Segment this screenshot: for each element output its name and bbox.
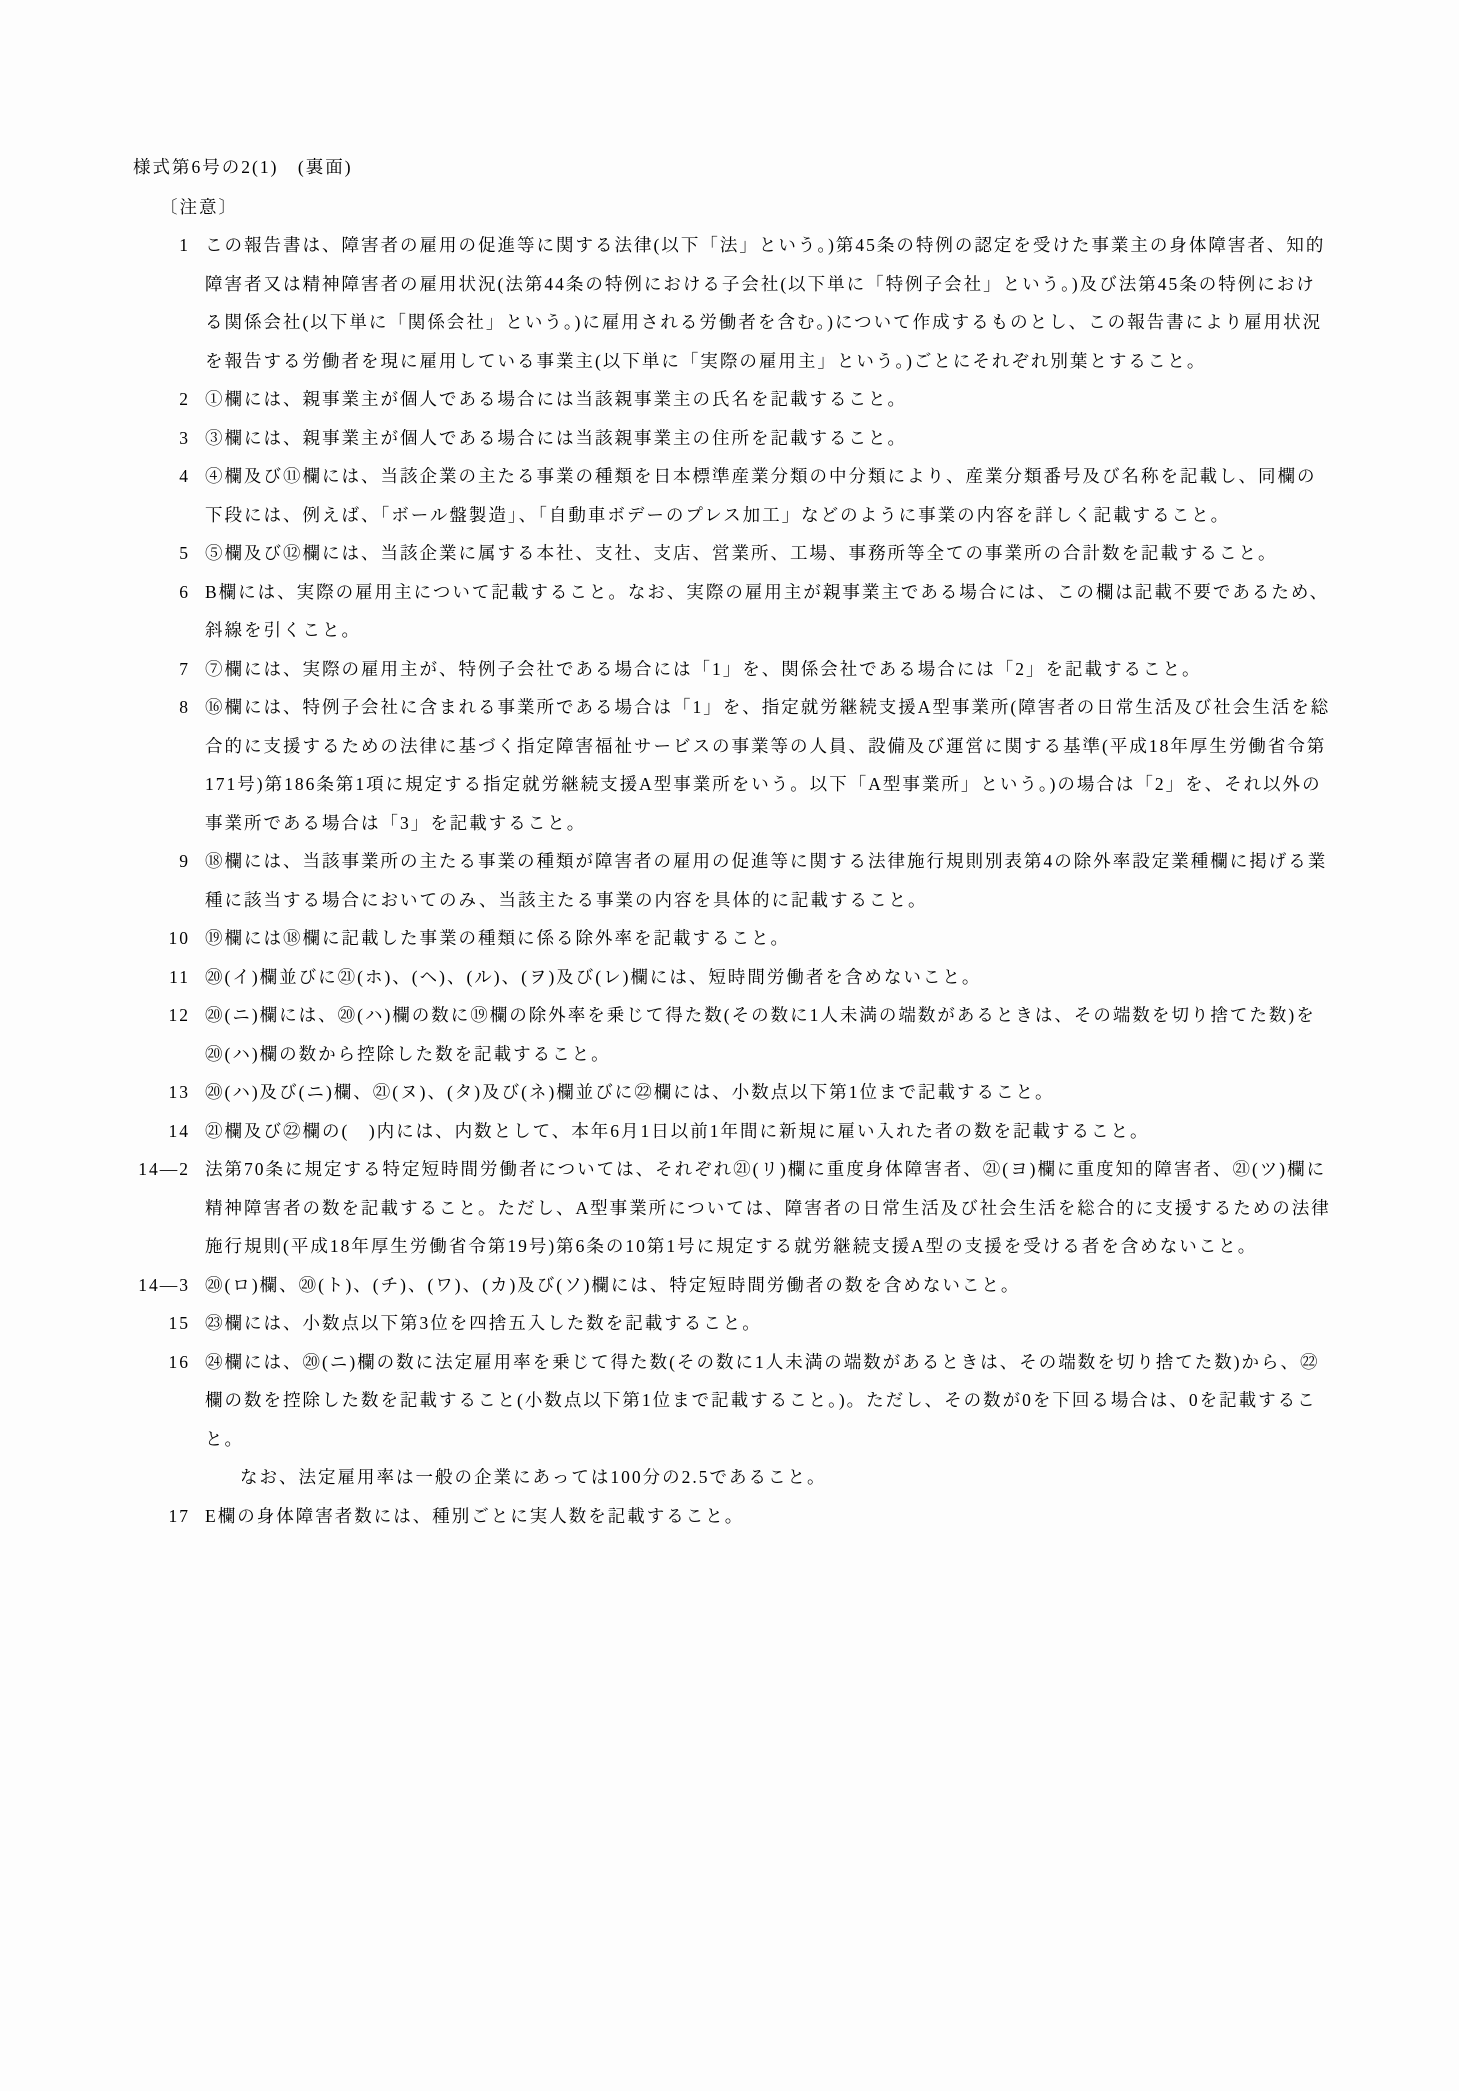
note-number: 16 bbox=[168, 1351, 190, 1372]
note-number: 4 bbox=[179, 466, 190, 486]
note-body bbox=[205, 996, 1333, 1073]
note-subnote: なお、法定雇用率は一般の企業にあっては100分の2.5であること。 bbox=[240, 1467, 827, 1487]
note-text: ⑳(ロ)欄、⑳(ト)、(チ)、(ワ)、(カ)及び(ソ)欄には、特定短時間労働者の数を含めないこと。 bbox=[205, 1274, 1021, 1295]
note-item bbox=[133, 419, 1333, 458]
note-number: 14—3 bbox=[138, 1274, 190, 1295]
note-body bbox=[205, 1266, 1333, 1305]
note-text: 法第70条に規定する特定短時間労働者については、それぞれ㉑(リ)欄に重度身体障害者、㉑(ヨ)欄に重度知的障害者、㉑(ツ)欄に精神障害者の数を記載すること。ただし、A型事業所については、障害者の日常生活及び社会生活を総合的に支援するための法律施行規則(平成18年厚生労働省令第19号)第6条の10第1号に規定する就労継続支援A型の支援を受ける者を含めないこと。 bbox=[205, 1159, 1331, 1256]
note-number: 11 bbox=[169, 966, 190, 987]
note-body bbox=[205, 419, 1333, 458]
note-body bbox=[205, 688, 1333, 842]
note-body bbox=[205, 1304, 1333, 1343]
note-number: 14 bbox=[168, 1120, 190, 1141]
note-body bbox=[205, 380, 1333, 419]
note-body bbox=[205, 650, 1333, 689]
note-number: 3 bbox=[179, 427, 190, 448]
note-text: ⑲欄には⑱欄に記載した事業の種類に係る除外率を記載すること。 bbox=[205, 928, 790, 948]
note-text: ⑳(イ)欄並びに㉑(ホ)、(ヘ)、(ル)、(ヲ)及び(レ)欄には、短時間労働者を含めないこと。 bbox=[205, 966, 982, 987]
note-text: この報告書は、障害者の雇用の促進等に関する法律(以下「法」という。)第45条の特例の認定を受けた事業主の身体障害者、知的障害者又は精神障害者の雇用状況(法第44条の特例における子会社(以下単に「特例子会社」という。)及び法第45条の特例における関係会社(以下単に「関係会社」という。)に雇用される労働者を含む。)について作成するものとし、この報告書により雇用状況を報告する労働者を現に雇用している事業主(以下単に「実際の雇用主」という。)ごとにそれぞれ別葉とすること。 bbox=[205, 235, 1326, 371]
note-number: 17 bbox=[168, 1505, 190, 1526]
note-item bbox=[133, 573, 1333, 650]
note-body bbox=[205, 1112, 1333, 1151]
note-number: 8 bbox=[179, 697, 190, 717]
note-number: 1 bbox=[179, 235, 190, 255]
note-text: ③欄には、親事業主が個人である場合には当該親事業主の住所を記載すること。 bbox=[205, 427, 907, 448]
note-body bbox=[205, 226, 1333, 380]
note-number: 10 bbox=[168, 928, 190, 948]
note-item bbox=[133, 1343, 1333, 1497]
note-item bbox=[133, 1266, 1333, 1305]
note-text: ⑳(ニ)欄には、⑳(ハ)欄の数に⑲欄の除外率を乗じて得た数(その数に1人未満の端数があるときは、その端数を切り捨てた数)を⑳(ハ)欄の数から控除した数を記載すること。 bbox=[205, 1005, 1316, 1064]
note-number: 9 bbox=[179, 851, 190, 871]
note-item bbox=[133, 226, 1333, 380]
note-text: B欄には、実際の雇用主について記載すること。なお、実際の雇用主が親事業主である場合には、この欄は記載不要であるため、斜線を引くこと。 bbox=[205, 581, 1330, 640]
note-item bbox=[133, 1497, 1333, 1536]
note-body bbox=[205, 958, 1333, 997]
note-text: ㉑欄及び㉒欄の( )内には、内数として、本年6月1日以前1年間に新規に雇い入れた者の数を記載すること。 bbox=[205, 1120, 1150, 1141]
note-text: ⑦欄には、実際の雇用主が、特例子会社である場合には「1」を、関係会社である場合には「2」を記載すること。 bbox=[205, 658, 1202, 679]
note-text: ㉔欄には、⑳(ニ)欄の数に法定雇用率を乗じて得た数(その数に1人未満の端数があるときは、その端数を切り捨てた数)から、㉒欄の数を控除した数を記載すること(小数点以下第1位まで記載すること。)。ただし、その数が0を下回る場合は、0を記載すること。 bbox=[205, 1351, 1320, 1449]
note-body bbox=[205, 1343, 1333, 1497]
note-text: ①欄には、親事業主が個人である場合には当該親事業主の氏名を記載すること。 bbox=[205, 389, 907, 409]
note-body bbox=[205, 1073, 1333, 1112]
note-item bbox=[133, 688, 1333, 842]
note-item bbox=[133, 1073, 1333, 1112]
note-text: ⑯欄には、特例子会社に含まれる事業所である場合は「1」を、指定就労継続支援A型事業所(障害者の日常生活及び社会生活を総合的に支援するための法律に基づく指定障害福祉サービスの事業等の人員、設備及び運営に関する基準(平成18年厚生労働省令第171号)第186条第1項に規定する指定就労継続支援A型事業所をいう。以下「A型事業所」という。)の場合は「2」を、それ以外の事業所である場合は「3」を記載すること。 bbox=[205, 697, 1331, 833]
note-text: ㉓欄には、小数点以下第3位を四捨五入した数を記載すること。 bbox=[205, 1313, 762, 1333]
note-item bbox=[133, 650, 1333, 689]
note-body bbox=[205, 842, 1333, 919]
note-item bbox=[133, 958, 1333, 997]
note-number: 12 bbox=[168, 1005, 190, 1025]
note-body bbox=[205, 457, 1333, 534]
note-body bbox=[205, 919, 1333, 958]
note-item bbox=[133, 1112, 1333, 1151]
note-number: 6 bbox=[179, 581, 190, 602]
note-text: ⑳(ハ)及び(ニ)欄、㉑(ヌ)、(タ)及び(ネ)欄並びに㉒欄には、小数点以下第1位まで記載すること。 bbox=[205, 1082, 1055, 1102]
note-item bbox=[133, 380, 1333, 419]
note-item bbox=[133, 996, 1333, 1073]
note-item bbox=[133, 1150, 1333, 1266]
note-item bbox=[133, 457, 1333, 534]
note-body bbox=[205, 1150, 1333, 1266]
note-text: ⑱欄には、当該事業所の主たる事業の種類が障害者の雇用の促進等に関する法律施行規則別表第4の除外率設定業種欄に掲げる業種に該当する場合においてのみ、当該主たる事業の内容を具体的に記載すること。 bbox=[205, 851, 1328, 910]
note-text: E欄の身体障害者数には、種別ごとに実人数を記載すること。 bbox=[205, 1505, 745, 1526]
document-body bbox=[133, 148, 1333, 1535]
note-number: 14—2 bbox=[138, 1159, 190, 1179]
note-body bbox=[205, 534, 1333, 573]
note-body bbox=[205, 573, 1333, 650]
note-text: ④欄及び⑪欄には、当該企業の主たる事業の種類を日本標準産業分類の中分類により、産業分類番号及び名称を記載し、同欄の下段には、例えば、「ボール盤製造」、「自動車ボデーのプレス加工」などのように事業の内容を詳しく記載すること。 bbox=[205, 466, 1317, 525]
note-item bbox=[133, 534, 1333, 573]
note-body bbox=[205, 1497, 1333, 1536]
note-item bbox=[133, 1304, 1333, 1343]
note-number: 13 bbox=[168, 1082, 190, 1102]
note-number: 5 bbox=[179, 543, 190, 563]
note-item bbox=[133, 919, 1333, 958]
note-number: 2 bbox=[179, 389, 190, 409]
notice-heading: 〔注意〕 bbox=[160, 196, 238, 217]
note-item bbox=[133, 842, 1333, 919]
note-number: 7 bbox=[179, 658, 190, 679]
note-text: ⑤欄及び⑫欄には、当該企業に属する本社、支社、支店、営業所、工場、事務所等全ての事業所の合計数を記載すること。 bbox=[205, 543, 1278, 563]
note-number: 15 bbox=[168, 1313, 190, 1333]
form-number-label: 様式第6号の2(1) (裏面) bbox=[133, 157, 353, 177]
notes-list bbox=[133, 226, 1333, 1535]
